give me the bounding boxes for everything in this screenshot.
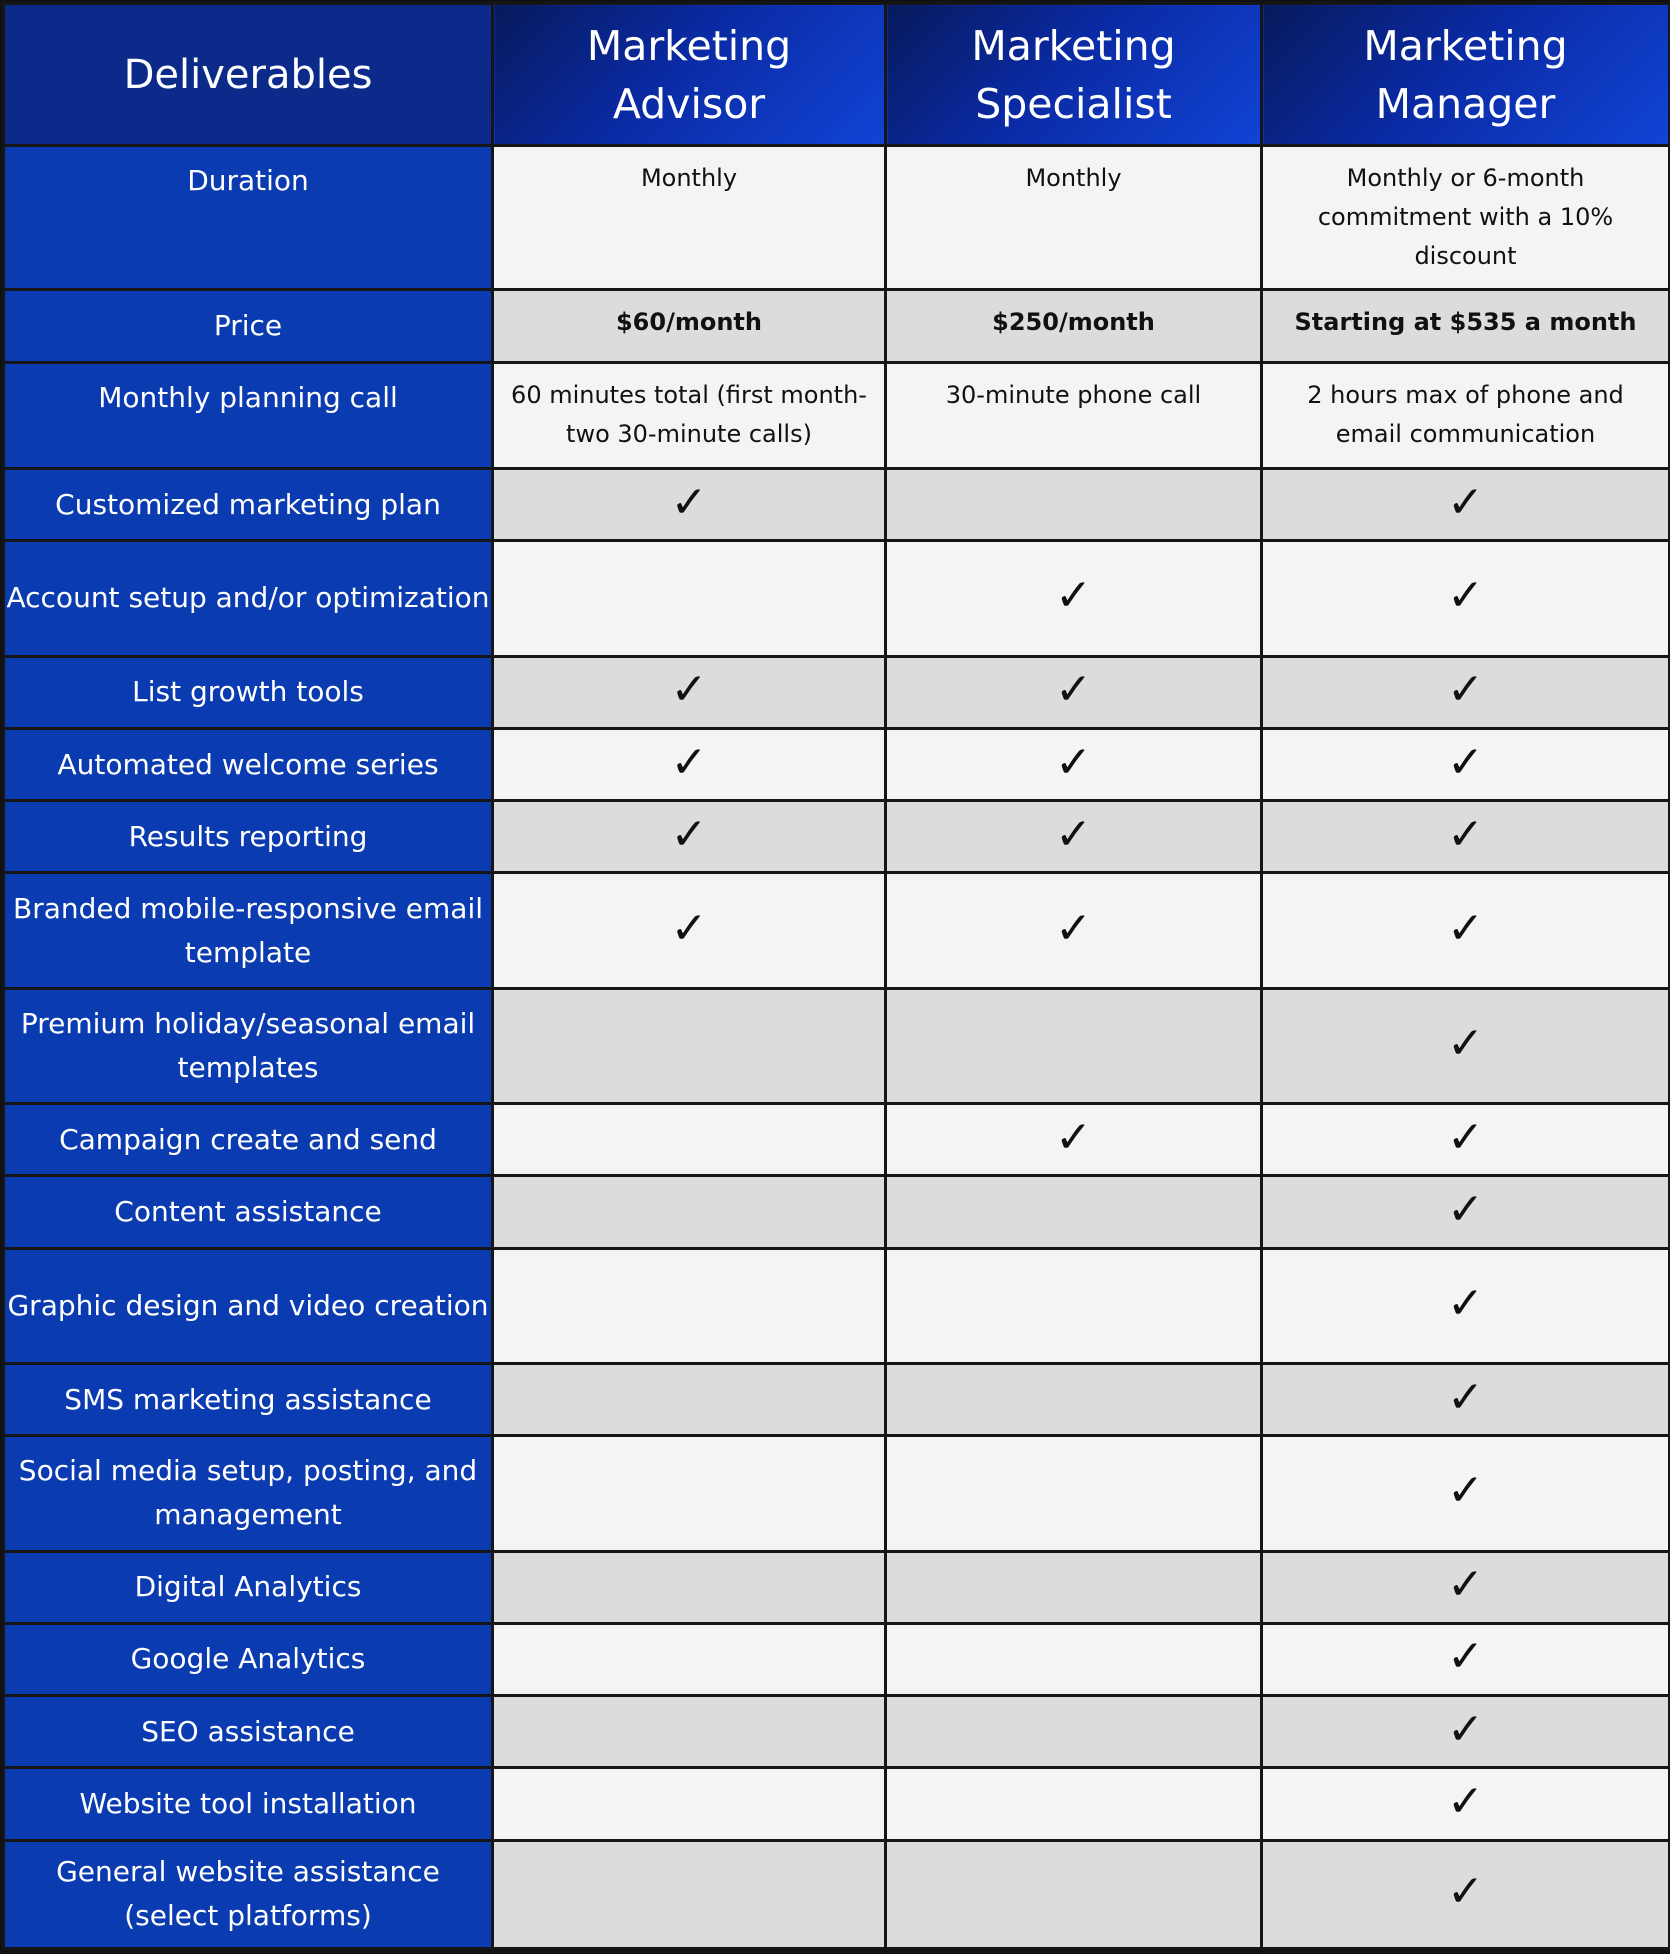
table-row-automated-welcome-series <box>4 728 1670 800</box>
table-cell <box>493 1436 886 1551</box>
table-row-customized-marketing-plan <box>4 469 1670 541</box>
table-cell <box>886 873 1262 988</box>
cell-text: 60 minutes total (first month- two 30-minute calls) <box>511 380 867 448</box>
table-row-premium-seasonal-templates <box>4 988 1670 1103</box>
table-row-planning-call <box>4 362 1670 468</box>
table-cell <box>886 728 1262 800</box>
table-cell <box>493 873 886 988</box>
checkmark-icon: ✓ <box>1447 1277 1484 1329</box>
table-cell <box>1262 801 1670 873</box>
plan-header-marketing-manager <box>1262 4 1670 146</box>
feature-rows <box>4 469 1670 1949</box>
checkmark-icon: ✓ <box>670 902 708 954</box>
table-cell <box>493 541 886 656</box>
table-cell <box>886 469 1262 541</box>
checkmark-icon: ✓ <box>1447 1631 1484 1683</box>
table-row-list-growth-tools <box>4 656 1670 728</box>
table-cell <box>886 541 1262 656</box>
table-cell <box>886 1840 1262 1948</box>
table-cell <box>493 1696 886 1768</box>
checkmark-icon: ✓ <box>1447 1183 1484 1235</box>
table-cell <box>1262 1840 1670 1948</box>
table-cell <box>886 988 1262 1103</box>
cell-text: Monthly or 6-month commitment with a 10% discount <box>1317 164 1614 270</box>
row-label: Google Analytics <box>4 1623 493 1695</box>
plan-header-line: Manager <box>1375 79 1556 128</box>
plan-header-marketing-advisor <box>493 4 886 146</box>
table-cell <box>886 362 1262 468</box>
table-row-graphic-design-video <box>4 1248 1670 1363</box>
table-row-branded-email-template <box>4 873 1670 988</box>
table-cell <box>1262 988 1670 1103</box>
table-cell <box>886 1623 1262 1695</box>
row-label: Graphic design and video creation <box>4 1248 493 1363</box>
table-row-general-website-assistance <box>4 1840 1670 1948</box>
table-cell <box>493 1768 886 1840</box>
table-cell <box>886 1248 1262 1363</box>
row-label: List growth tools <box>4 656 493 728</box>
row-label: Price <box>4 290 493 362</box>
table-cell <box>1262 541 1670 656</box>
checkmark-icon: ✓ <box>670 476 708 528</box>
table-cell <box>886 801 1262 873</box>
table-cell <box>493 1104 886 1176</box>
checkmark-icon: ✓ <box>1055 736 1092 788</box>
row-label: Customized marketing plan <box>4 469 493 541</box>
row-label: Results reporting <box>4 801 493 873</box>
table-cell <box>1262 362 1670 468</box>
deliverables-header: Deliverables <box>4 4 493 146</box>
table-cell <box>493 1176 886 1248</box>
row-label: Digital Analytics <box>4 1551 493 1623</box>
table-cell <box>1262 873 1670 988</box>
cell-text: $60/month <box>615 308 762 337</box>
table-cell <box>493 1551 886 1623</box>
plan-header-line: Marketing <box>586 21 792 70</box>
table-cell <box>1262 1551 1670 1623</box>
row-label: Branded mobile-responsive email template <box>4 873 493 988</box>
table-cell <box>1262 728 1670 800</box>
table-row-sms-marketing <box>4 1363 1670 1435</box>
table-row-account-setup <box>4 541 1670 656</box>
header-row <box>4 4 1670 146</box>
row-label: General website assistance (select platforms) <box>4 1840 493 1948</box>
row-label: Website tool installation <box>4 1768 493 1840</box>
table-cell <box>886 290 1262 362</box>
table-cell <box>493 1248 886 1363</box>
table-cell <box>1262 146 1670 290</box>
checkmark-icon: ✓ <box>670 664 708 716</box>
checkmark-icon: ✓ <box>670 808 708 860</box>
table-cell <box>493 988 886 1103</box>
table-cell <box>886 1176 1262 1248</box>
checkmark-icon: ✓ <box>1447 1111 1484 1163</box>
table-row-content-assistance <box>4 1176 1670 1248</box>
checkmark-icon: ✓ <box>1447 570 1484 622</box>
plan-header-line: Advisor <box>612 79 766 128</box>
checkmark-icon: ✓ <box>1447 1371 1484 1423</box>
checkmark-icon: ✓ <box>1447 1465 1484 1517</box>
table-cell <box>1262 1768 1670 1840</box>
row-label: Monthly planning call <box>4 362 493 468</box>
checkmark-icon: ✓ <box>670 736 708 788</box>
row-label: SEO assistance <box>4 1696 493 1768</box>
checkmark-icon: ✓ <box>1055 808 1092 860</box>
checkmark-icon: ✓ <box>1447 1017 1484 1069</box>
table-row-seo-assistance <box>4 1696 1670 1768</box>
checkmark-icon: ✓ <box>1447 1866 1484 1918</box>
table-cell <box>886 1104 1262 1176</box>
checkmark-icon: ✓ <box>1447 808 1484 860</box>
table-cell <box>1262 290 1670 362</box>
table-cell <box>493 801 886 873</box>
table-cell <box>493 469 886 541</box>
table-row-price <box>4 290 1670 362</box>
checkmark-icon: ✓ <box>1447 664 1484 716</box>
table-cell <box>1262 656 1670 728</box>
table-cell <box>886 1436 1262 1551</box>
table-cell <box>886 1551 1262 1623</box>
checkmark-icon: ✓ <box>1055 1111 1092 1163</box>
table-cell <box>886 1363 1262 1435</box>
table-cell <box>493 1363 886 1435</box>
table-row-google-analytics <box>4 1623 1670 1695</box>
row-label: Content assistance <box>4 1176 493 1248</box>
plan-header-line: Specialist <box>975 79 1172 128</box>
table-row-website-tool-installation <box>4 1768 1670 1840</box>
table-cell <box>886 1768 1262 1840</box>
row-label: SMS marketing assistance <box>4 1363 493 1435</box>
checkmark-icon: ✓ <box>1447 1559 1484 1611</box>
row-label: Account setup and/or optimization <box>4 541 493 656</box>
cell-text: Monthly <box>1025 164 1122 192</box>
checkmark-icon: ✓ <box>1055 902 1092 954</box>
table-row-campaign-create-send <box>4 1104 1670 1176</box>
row-label: Campaign create and send <box>4 1104 493 1176</box>
table-cell <box>1262 1696 1670 1768</box>
row-label: Social media setup, posting, and management <box>4 1436 493 1551</box>
table-cell <box>1262 469 1670 541</box>
cell-text: 30-minute phone call <box>945 380 1202 409</box>
row-label: Duration <box>4 146 493 290</box>
checkmark-icon: ✓ <box>1447 902 1484 954</box>
plan-header-line: Marketing <box>1363 21 1568 70</box>
table-cell <box>1262 1623 1670 1695</box>
table-cell <box>1262 1436 1670 1551</box>
cell-text: 2 hours max of phone and email communication <box>1307 380 1624 448</box>
row-label: Automated welcome series <box>4 728 493 800</box>
table-cell <box>493 362 886 468</box>
table-cell <box>493 1840 886 1948</box>
table-cell <box>493 656 886 728</box>
row-label: Premium holiday/seasonal email templates <box>4 988 493 1103</box>
table-row-digital-analytics <box>4 1551 1670 1623</box>
table-cell <box>493 146 886 290</box>
table-cell <box>1262 1248 1670 1363</box>
checkmark-icon: ✓ <box>1447 476 1484 528</box>
checkmark-icon: ✓ <box>1447 736 1484 788</box>
table-cell <box>493 728 886 800</box>
table-cell <box>886 146 1262 290</box>
cell-text: $250/month <box>992 308 1155 337</box>
checkmark-icon: ✓ <box>1447 1775 1484 1827</box>
table-cell <box>1262 1104 1670 1176</box>
plan-header-marketing-specialist <box>886 4 1262 146</box>
deliverables-comparison-table <box>2 2 1670 1950</box>
plan-header-line: Marketing <box>971 21 1176 70</box>
table-row-duration <box>4 146 1670 290</box>
table-cell <box>886 1696 1262 1768</box>
cell-text: Starting at $535 a month <box>1294 308 1637 337</box>
table-row-social-media <box>4 1436 1670 1551</box>
checkmark-icon: ✓ <box>1055 664 1092 716</box>
table-cell <box>1262 1363 1670 1435</box>
checkmark-icon: ✓ <box>1447 1703 1484 1755</box>
cell-text: Monthly <box>640 164 738 192</box>
table-cell <box>493 1623 886 1695</box>
table-cell <box>886 656 1262 728</box>
table-row-results-reporting <box>4 801 1670 873</box>
table-cell <box>1262 1176 1670 1248</box>
checkmark-icon: ✓ <box>1055 570 1092 622</box>
table-cell <box>493 290 886 362</box>
